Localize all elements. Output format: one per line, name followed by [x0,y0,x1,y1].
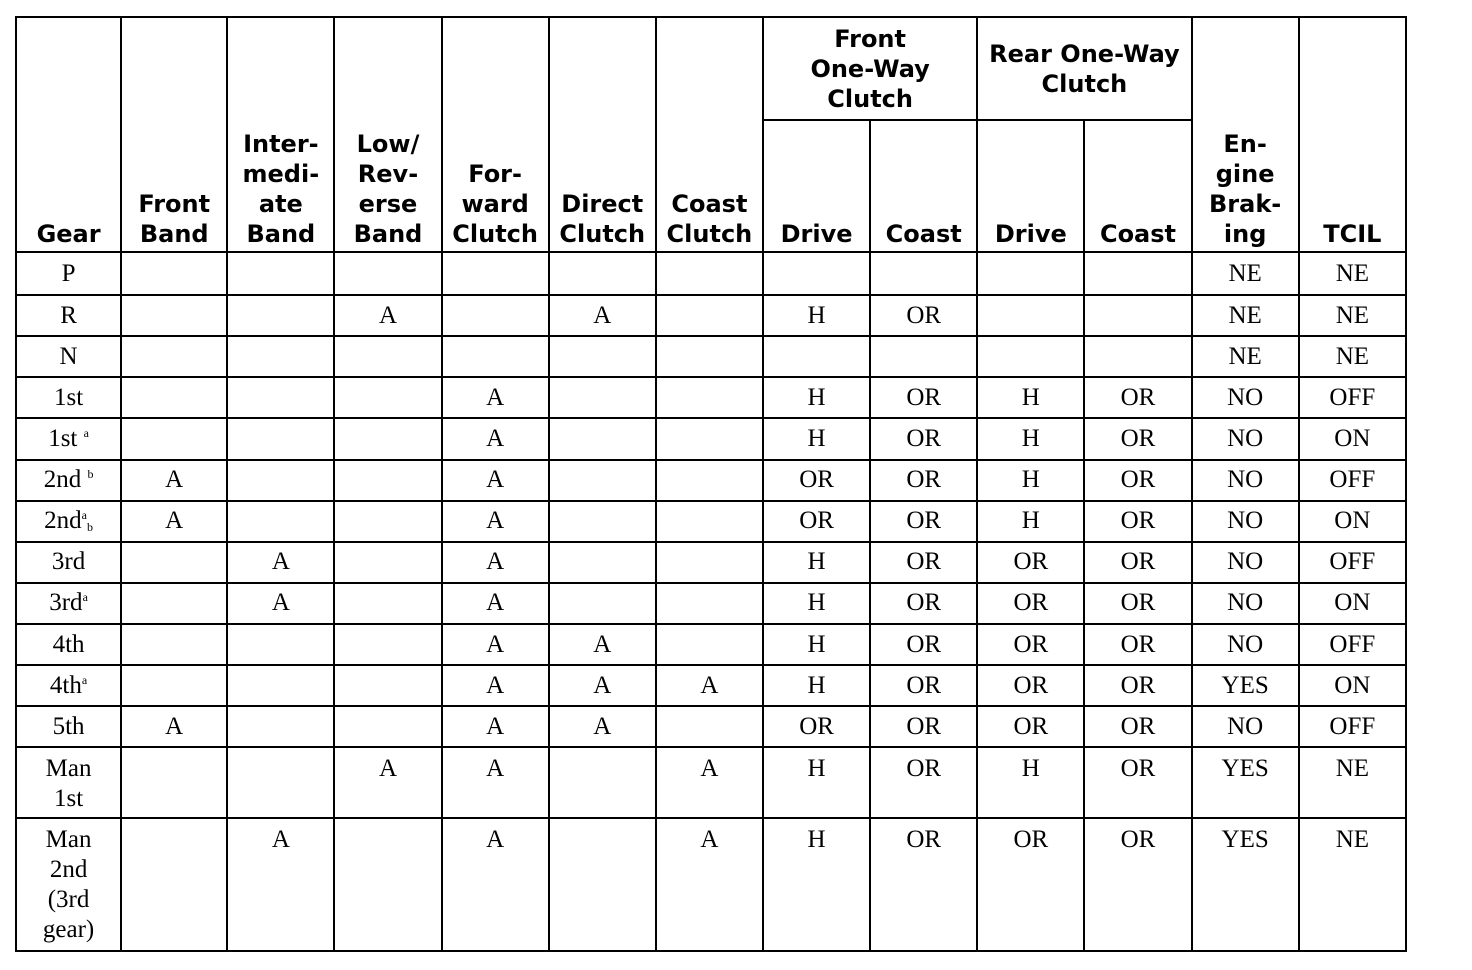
cell-intermediate-band [227,665,334,706]
table-row [16,460,1406,501]
cell-forward-clutch: A [442,665,549,706]
cell-rear-coast: OR [1084,583,1191,624]
cell-rear-coast: OR [1084,665,1191,706]
cell-front-drive: OR [763,501,870,542]
cell-low-reverse-band [334,252,441,295]
cell-rear-drive: H [977,501,1084,542]
cell-gear [16,706,121,747]
cell-low-reverse-band [334,583,441,624]
cell-front-coast: OR [870,295,977,336]
cell-gear [16,818,121,952]
footnote-marker: b [87,467,94,482]
cell-direct-clutch [549,377,656,418]
cell-front-drive [763,336,870,377]
cell-intermediate-band [227,336,334,377]
table-row [16,336,1406,377]
cell-tcil: NE [1299,747,1406,817]
cell-front-coast [870,336,977,377]
cell-front-coast: OR [870,706,977,747]
cell-front-drive: H [763,665,870,706]
cell-front-drive [763,252,870,295]
cell-forward-clutch [442,295,549,336]
cell-front-coast: OR [870,418,977,459]
cell-low-reverse-band [334,665,441,706]
cell-intermediate-band [227,501,334,542]
gear-label: N [59,342,78,370]
gear-label: 3rd [51,548,86,576]
table-row [16,818,1406,952]
cell-front-drive: OR [763,460,870,501]
cell-tcil: NE [1299,252,1406,295]
gear-label: 1st [53,383,84,411]
cell-low-reverse-band [334,624,441,665]
cell-rear-drive [977,336,1084,377]
header-direct-clutch: Direct Clutch [549,17,656,252]
cell-front-coast: OR [870,747,977,817]
gear-label: R [60,301,77,329]
cell-front-band [121,624,227,665]
cell-rear-coast: OR [1084,460,1191,501]
cell-front-coast: OR [870,460,977,501]
cell-front-drive: H [763,295,870,336]
cell-front-drive: H [763,542,870,583]
cell-engine-braking: NO [1192,418,1299,459]
cell-direct-clutch [549,583,656,624]
cell-rear-coast: OR [1084,542,1191,583]
cell-engine-braking: NO [1192,542,1299,583]
cell-front-drive: H [763,624,870,665]
cell-forward-clutch: A [442,460,549,501]
cell-front-band [121,542,227,583]
table-body [16,252,1406,951]
cell-rear-coast: OR [1084,377,1191,418]
cell-rear-drive: H [977,377,1084,418]
cell-rear-drive: OR [977,818,1084,952]
cell-coast-clutch [656,460,763,501]
header-front-one-way-clutch: Front One-Way Clutch [763,17,977,120]
cell-engine-braking: NO [1192,706,1299,747]
cell-coast-clutch [656,624,763,665]
cell-coast-clutch [656,377,763,418]
footnote-marker: a [81,508,87,523]
gear-label: 3rd [49,589,83,617]
cell-gear [16,377,121,418]
cell-front-band [121,818,227,952]
header-front-drive: Drive [763,120,870,252]
cell-low-reverse-band [334,336,441,377]
header-intermediate-band: Inter- medi- ate Band [227,17,334,252]
cell-intermediate-band [227,706,334,747]
footnote-marker: a [83,425,89,440]
cell-direct-clutch [549,336,656,377]
cell-gear [16,542,121,583]
cell-gear [16,747,121,817]
header-rear-coast: Coast [1084,120,1191,252]
cell-tcil: NE [1299,295,1406,336]
cell-tcil: OFF [1299,624,1406,665]
gear-label: 4th [49,671,82,699]
cell-intermediate-band: A [227,818,334,952]
header-low-reverse-band: Low/ Rev- erse Band [334,17,441,252]
cell-front-band [121,336,227,377]
cell-intermediate-band [227,747,334,817]
cell-direct-clutch [549,252,656,295]
cell-low-reverse-band: A [334,747,441,817]
table-row [16,418,1406,459]
cell-front-band [121,747,227,817]
cell-rear-drive [977,252,1084,295]
cell-forward-clutch: A [442,542,549,583]
cell-tcil: ON [1299,501,1406,542]
cell-rear-drive: OR [977,665,1084,706]
cell-rear-drive: H [977,460,1084,501]
header-rear-one-way-clutch: Rear One-Way Clutch [977,17,1191,120]
cell-tcil: ON [1299,583,1406,624]
footnote-marker: a [82,590,88,605]
cell-gear [16,336,121,377]
cell-low-reverse-band: A [334,295,441,336]
table-row [16,665,1406,706]
cell-forward-clutch [442,336,549,377]
cell-engine-braking: YES [1192,747,1299,817]
header-front-coast: Coast [870,120,977,252]
cell-front-band [121,665,227,706]
cell-forward-clutch [442,252,549,295]
cell-low-reverse-band [334,818,441,952]
table-row [16,706,1406,747]
cell-coast-clutch [656,542,763,583]
cell-front-coast: OR [870,501,977,542]
cell-rear-coast: OR [1084,501,1191,542]
table-row [16,501,1406,542]
cell-rear-drive [977,295,1084,336]
cell-tcil: OFF [1299,460,1406,501]
table-row [16,377,1406,418]
cell-engine-braking: NO [1192,583,1299,624]
cell-coast-clutch: A [656,747,763,817]
cell-tcil: ON [1299,665,1406,706]
cell-engine-braking: NO [1192,460,1299,501]
cell-engine-braking: NO [1192,501,1299,542]
cell-gear [16,583,121,624]
cell-gear [16,665,121,706]
cell-low-reverse-band [334,418,441,459]
cell-direct-clutch [549,818,656,952]
cell-rear-coast [1084,295,1191,336]
cell-intermediate-band [227,252,334,295]
table-row [16,583,1406,624]
cell-gear [16,252,121,295]
header-front-band: Front Band [121,17,227,252]
table-row [16,295,1406,336]
cell-intermediate-band [227,295,334,336]
cell-front-band [121,583,227,624]
header-rear-drive: Drive [977,120,1084,252]
cell-low-reverse-band [334,706,441,747]
cell-front-coast: OR [870,624,977,665]
header-tcil: TCIL [1299,17,1406,252]
cell-direct-clutch: A [549,624,656,665]
cell-front-band: A [121,706,227,747]
cell-tcil: OFF [1299,542,1406,583]
cell-coast-clutch: A [656,818,763,952]
cell-rear-drive: OR [977,583,1084,624]
cell-front-drive: OR [763,706,870,747]
cell-rear-drive: OR [977,706,1084,747]
cell-intermediate-band [227,460,334,501]
cell-intermediate-band [227,377,334,418]
cell-coast-clutch [656,295,763,336]
gear-label: 2nd [43,466,88,494]
gear-application-table [15,16,1407,952]
cell-rear-coast [1084,252,1191,295]
cell-rear-coast: OR [1084,818,1191,952]
cell-direct-clutch: A [549,665,656,706]
table-row [16,624,1406,665]
cell-front-coast: OR [870,377,977,418]
cell-intermediate-band: A [227,542,334,583]
cell-gear [16,624,121,665]
cell-tcil: NE [1299,336,1406,377]
cell-gear [16,460,121,501]
cell-front-band [121,418,227,459]
header-coast-clutch: Coast Clutch [656,17,763,252]
cell-rear-coast: OR [1084,706,1191,747]
table-row [16,252,1406,295]
gear-label: Man 1st [45,755,92,813]
cell-tcil: NE [1299,818,1406,952]
cell-gear [16,295,121,336]
cell-gear [16,418,121,459]
cell-rear-coast: OR [1084,624,1191,665]
cell-rear-coast: OR [1084,747,1191,817]
cell-intermediate-band [227,624,334,665]
cell-engine-braking: YES [1192,818,1299,952]
cell-coast-clutch [656,501,763,542]
cell-engine-braking: YES [1192,665,1299,706]
cell-direct-clutch [549,460,656,501]
cell-front-coast [870,252,977,295]
footnote-marker: b [86,520,93,535]
cell-engine-braking: NO [1192,377,1299,418]
cell-forward-clutch: A [442,501,549,542]
cell-low-reverse-band [334,501,441,542]
cell-tcil: ON [1299,418,1406,459]
cell-forward-clutch: A [442,583,549,624]
cell-low-reverse-band [334,542,441,583]
cell-forward-clutch: A [442,706,549,747]
cell-front-band: A [121,501,227,542]
table-row [16,542,1406,583]
cell-front-drive: H [763,377,870,418]
cell-intermediate-band: A [227,583,334,624]
cell-forward-clutch: A [442,818,549,952]
cell-coast-clutch [656,583,763,624]
cell-engine-braking: NE [1192,252,1299,295]
cell-front-drive: H [763,583,870,624]
gear-label: 1st [48,424,84,452]
gear-label: Man 2nd (3rd gear) [42,825,95,943]
cell-forward-clutch: A [442,747,549,817]
cell-direct-clutch: A [549,295,656,336]
cell-rear-coast [1084,336,1191,377]
cell-direct-clutch [549,418,656,459]
cell-forward-clutch: A [442,624,549,665]
gear-label: 4th [52,630,85,658]
cell-engine-braking: NE [1192,336,1299,377]
cell-coast-clutch [656,336,763,377]
cell-forward-clutch: A [442,418,549,459]
cell-front-band [121,295,227,336]
header-gear: Gear [16,17,121,252]
cell-engine-braking: NO [1192,624,1299,665]
cell-front-drive: H [763,747,870,817]
cell-intermediate-band [227,418,334,459]
footnote-marker: a [81,672,88,687]
cell-engine-braking: NE [1192,295,1299,336]
cell-forward-clutch: A [442,377,549,418]
cell-coast-clutch [656,418,763,459]
cell-coast-clutch [656,706,763,747]
cell-front-coast: OR [870,818,977,952]
cell-front-band [121,252,227,295]
cell-rear-drive: H [977,747,1084,817]
cell-low-reverse-band [334,460,441,501]
gear-label: P [61,259,76,287]
cell-direct-clutch [549,747,656,817]
cell-rear-drive: H [977,418,1084,459]
gear-label: 2nd [44,507,82,535]
cell-rear-drive: OR [977,624,1084,665]
cell-front-coast: OR [870,665,977,706]
cell-front-coast: OR [870,583,977,624]
header-engine-braking: En- gine Brak- ing [1192,17,1299,252]
cell-direct-clutch [549,501,656,542]
table-row [16,747,1406,817]
cell-tcil: OFF [1299,377,1406,418]
cell-front-coast: OR [870,542,977,583]
cell-front-drive: H [763,418,870,459]
cell-coast-clutch: A [656,665,763,706]
cell-low-reverse-band [334,377,441,418]
cell-tcil: OFF [1299,706,1406,747]
header-forward-clutch: For- ward Clutch [442,17,549,252]
cell-coast-clutch [656,252,763,295]
gear-label: 5th [52,712,85,740]
cell-front-band [121,377,227,418]
cell-direct-clutch: A [549,706,656,747]
cell-front-drive: H [763,818,870,952]
cell-gear [16,501,121,542]
cell-rear-coast: OR [1084,418,1191,459]
cell-rear-drive: OR [977,542,1084,583]
cell-front-band: A [121,460,227,501]
cell-direct-clutch [549,542,656,583]
